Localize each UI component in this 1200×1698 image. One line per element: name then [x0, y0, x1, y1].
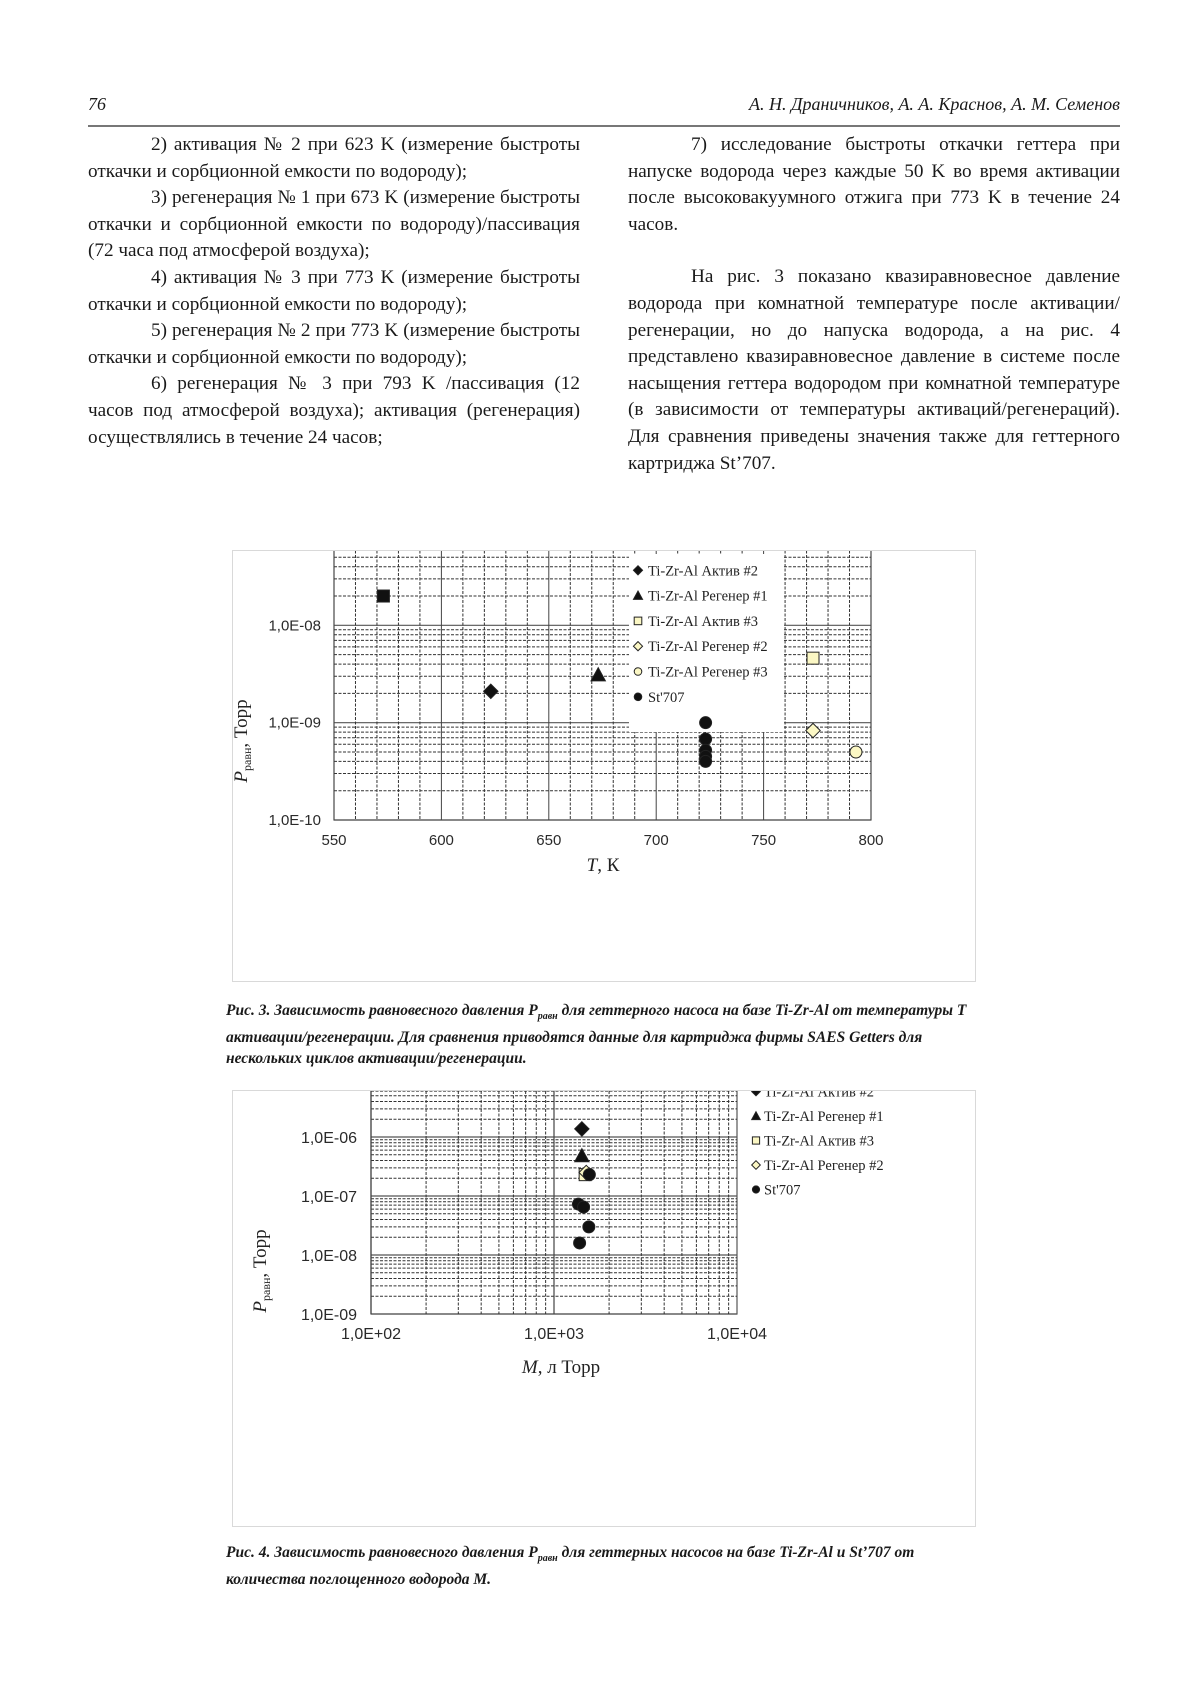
page-number: 76: [88, 94, 106, 114]
figure-4-chart: [233, 1091, 975, 1526]
list-item-3: 3) регенерация № 1 при 673 K (измерение быстроты откачки и сорбционной емкости по водороду)/пассивация (72 часа под атмосферой воздуха);: [88, 187, 580, 262]
legend: [752, 1091, 884, 1199]
circle-marker-icon: [850, 746, 862, 758]
legend-label: St'707: [648, 689, 685, 706]
figure-3-chart: [233, 551, 975, 981]
circle-marker-icon: [634, 668, 642, 676]
figure-4: [232, 1090, 976, 1527]
x-tick-label: 700: [643, 832, 669, 849]
legend-label: Ti-Zr-Al Регенер #1: [764, 1109, 884, 1125]
legend-label: Ti-Zr-Al Регенер #2: [648, 639, 768, 656]
y-tick-label: 1,0E-08: [268, 617, 321, 635]
y-axis-label: $P_{равн}$, Торр: [250, 1229, 273, 1313]
circle-marker-icon: [578, 1201, 590, 1213]
square-marker-icon: [634, 617, 642, 625]
plot-area: [371, 1091, 737, 1314]
caption-subscript: равн: [537, 1011, 558, 1023]
x-tick-label: 600: [428, 832, 454, 849]
list-item-7: 7) исследование быстроты откачки геттера при напуске водорода через каждые 50 K во время активации после высоковакуумного отжига при 773 K в течение 24 часов.: [628, 134, 1120, 235]
body-paragraph: На рис. 3 показано квазиравновесное давление водорода при комнатной температуре после активации/регенерации, но до напуска водорода, а на рис. 4 представлено квазиравновесное давление в системе после насыщения геттера водородом при комнатной температуре (в зависимости от температуры активаций/регенераций). Для сравнения приведены значения также для геттерного картриджа St’707.: [628, 266, 1120, 474]
circle-marker-icon: [752, 1186, 759, 1193]
circle-marker-icon: [700, 717, 712, 729]
legend-label: Ti-Zr-Al Актив #2: [648, 563, 758, 580]
list-item-2: 2) активация № 2 при 623 K (измерение быстроты откачки и сорбционной емкости по водороду);: [88, 134, 580, 182]
legend-label: Ti-Zr-Al Актив #2: [764, 1091, 874, 1101]
left-column: [88, 132, 580, 451]
square-marker-icon: [377, 590, 389, 602]
circle-marker-icon: [583, 1221, 595, 1233]
circle-marker-icon: [574, 1237, 586, 1249]
y-tick-label: 1,0E-09: [268, 714, 321, 732]
legend-label: [648, 551, 758, 554]
caption-text: для геттерных насосов на базе Ti-Zr-Al и St’707 от количества поглощенного водорода M.: [226, 1544, 915, 1589]
circle-marker-icon: [634, 693, 642, 701]
x-tick-label: 550: [321, 832, 347, 849]
figure-3: [232, 550, 976, 982]
plot-frame: [334, 551, 871, 820]
y-tick-label: 1,0E-07: [300, 1189, 357, 1206]
x-axis-label: T, К: [586, 855, 620, 876]
running-authors: А. Н. Драничников, А. А. Краснов, А. М. Семенов: [749, 94, 1120, 114]
legend-label: Ti-Zr-Al Регенер #3: [648, 664, 768, 681]
triangle-marker-icon: [752, 1112, 761, 1120]
caption-text: Рис. 3. Зависимость равновесного давления P: [226, 1002, 538, 1019]
diamond-marker-icon: [752, 1091, 761, 1096]
y-tick-label: 1,0E-10: [268, 812, 321, 829]
circle-marker-icon: [700, 755, 712, 767]
legend: [629, 551, 784, 732]
legend-label: Ti-Zr-Al Регенер #2: [764, 1158, 884, 1174]
square-marker-icon: [807, 652, 819, 664]
caption-text: Рис. 4. Зависимость равновесного давления P: [226, 1544, 538, 1561]
caption-subscript: равн: [537, 1553, 558, 1565]
y-axis-label: $P_{равн}$, Торр: [233, 699, 254, 783]
figure-4-caption: [226, 1542, 996, 1590]
list-item-4: 4) активация № 3 при 773 K (измерение быстроты откачки и сорбционной емкости по водороду);: [88, 266, 580, 315]
plot-area: [334, 551, 871, 820]
legend-label: Ti-Zr-Al Актив #3: [764, 1133, 874, 1150]
caption-text: для геттерного насоса на базе Ti-Zr-Al от температуры T активации/регенерации. Для сравнения приводятся данные для картриджа фирмы SAES Getters для нескольких циклов активации/регенерации.: [226, 1002, 967, 1068]
y-tick-label: 1,0E-08: [300, 1248, 357, 1265]
square-marker-icon: [752, 1137, 759, 1144]
header-rule: [88, 125, 1120, 127]
diamond-marker-icon: [752, 1161, 761, 1170]
x-tick-label: 1,0E+04: [706, 1326, 768, 1343]
legend-label: Ti-Zr-Al Актив #3: [648, 613, 758, 630]
legend-label: Ti-Zr-Al Регенер #1: [648, 588, 768, 605]
legend-label: St'707: [764, 1182, 801, 1199]
x-tick-label: 1,0E+03: [523, 1326, 585, 1343]
list-item-6: 6) регенерация № 3 при 793 K /пассивация (12 часов под атмосферой воздуха); активация (регенерация) осуществлялись в течение 24 часов;: [88, 373, 580, 448]
x-tick-label: 800: [858, 832, 884, 849]
x-tick-label: 1,0E+02: [340, 1326, 402, 1343]
y-tick-label: 1,0E-06: [300, 1130, 357, 1147]
x-tick-label: 750: [751, 832, 777, 849]
right-column: [628, 132, 1120, 477]
list-item-5: 5) регенерация № 2 при 773 K (измерение быстроты откачки и сорбционной емкости по водороду);: [88, 320, 580, 368]
x-tick-label: 650: [536, 832, 562, 849]
page-header: [88, 92, 1120, 122]
circle-marker-icon: [700, 733, 712, 745]
y-tick-label: 1,0E-09: [300, 1307, 357, 1324]
circle-marker-icon: [583, 1169, 595, 1181]
x-axis-label: M, л Торр: [521, 1357, 601, 1378]
figure-3-caption: [226, 1000, 996, 1069]
